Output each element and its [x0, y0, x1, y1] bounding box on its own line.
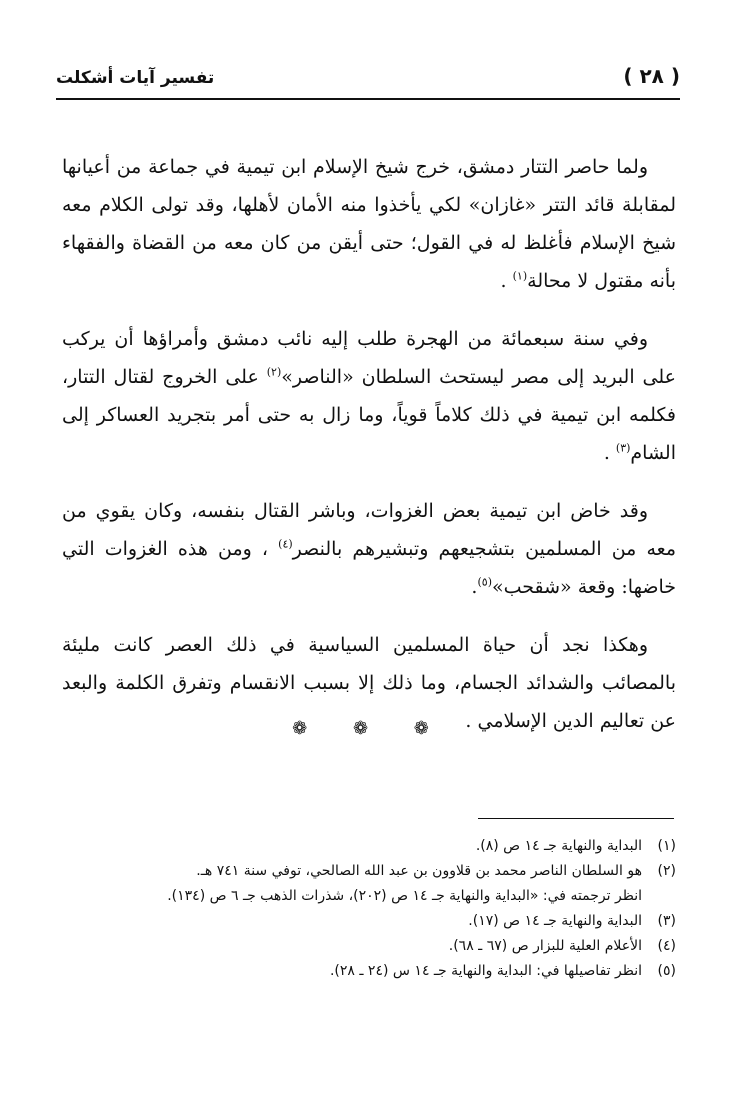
paragraph-3-text-b: ، ومن هذه الغزوات التي خاضها: وقعة «شقحب» — [62, 538, 676, 598]
footnote-ref-4: (٤) — [278, 537, 293, 551]
paragraph-2-text-a: وفي سنة سبعمائة من الهجرة طلب إليه نائب دمشق وأمراؤها أن يركب على البريد إلى مصر ليستحث السلطان «الناصر» — [62, 328, 676, 388]
footnote-ref-1: (١) — [512, 269, 528, 283]
footnote-1 — [70, 834, 676, 859]
running-title: تفسير آيات أشكلت — [56, 68, 215, 88]
body-text — [62, 148, 676, 740]
paragraph-1 — [62, 148, 676, 300]
footnote-text: البداية والنهاية جـ ١٤ ص (١٧). — [468, 913, 642, 929]
footnote-rule — [478, 818, 674, 819]
footnote-4 — [70, 934, 676, 959]
page-header — [56, 62, 680, 96]
footnote-number: (١) — [657, 838, 676, 854]
footnote-number: (٤) — [657, 938, 676, 954]
paragraph-2 — [62, 320, 676, 472]
footnote-text: البداية والنهاية جـ ١٤ ص (٨). — [475, 838, 642, 854]
footnote-2 — [70, 859, 676, 884]
footnote-number: (٣) — [657, 913, 676, 929]
paragraph-1-tail: . — [500, 270, 513, 292]
footnote-text: انظر تفاصيلها في: البداية والنهاية جـ ١٤ س (٢٤ ـ ٢٨). — [329, 963, 642, 979]
section-separator: ❁ ❁ ❁ — [292, 718, 449, 739]
paragraph-3 — [62, 492, 676, 606]
footnote-2-continuation: انظر ترجمته في: «البداية والنهاية جـ ١٤ ص (٢٠٢)، شذرات الذهب جـ ٦ ص (١٣٤). — [167, 888, 642, 904]
footnote-3 — [70, 909, 676, 934]
footnote-text: الأعلام العلية للبزار ص (٦٧ ـ ٦٨). — [448, 938, 642, 954]
footnotes — [70, 834, 676, 984]
footnote-ref-2: (٢) — [266, 365, 282, 379]
paragraph-4-text: وهكذا نجد أن حياة المسلمين السياسية في ذلك العصر كانت مليئة بالمصائب والشدائد الجسام، وما ذلك إلا بسبب الانقسام وتفرق الكلمة والبعد عن تعاليم الدين الإسلامي . — [62, 634, 676, 732]
page-number: ( ٢٨ ) — [623, 64, 680, 88]
paragraph-1-text: ولما حاصر التتار دمشق، خرج شيخ الإسلام ابن تيمية في جماعة من أعيانها لمقابلة قائد التتر «غازان» لكي يأخذوا منه الأمان لأهلها، وقد تولى الكلام معه شيخ الإسلام فأغلظ له في القول؛ حتى أيقن من كان معه من القضاة والفقهاء بأنه مقتول لا محالة — [62, 156, 676, 292]
paragraph-3-text-a: وقد خاض ابن تيمية بعض الغزوات، وباشر القتال بنفسه، وكان يقوي من معه من المسلمين بتشجيعهم وتبشيرهم بالنصر — [62, 500, 676, 560]
footnote-ref-5: (٥) — [477, 575, 492, 589]
footnote-number: (٥) — [657, 963, 676, 979]
header-rule — [56, 98, 680, 100]
paragraph-2-tail: . — [603, 442, 616, 464]
footnote-number: (٢) — [657, 863, 676, 879]
footnote-5 — [70, 959, 676, 984]
footnote-ref-3: (٣) — [615, 441, 631, 455]
paragraph-2-text-b: على الخروج لقتال التتار، فكلمه ابن تيمية في ذلك كلاماً قوياً، وما زال به حتى أمر بتجريد العساكر إلى الشام — [62, 366, 676, 464]
paragraph-3-tail: . — [471, 576, 478, 598]
footnote-text: هو السلطان الناصر محمد بن قلاوون بن عبد الله الصالحي، توفي سنة ٧٤١ هـ. — [196, 863, 642, 879]
